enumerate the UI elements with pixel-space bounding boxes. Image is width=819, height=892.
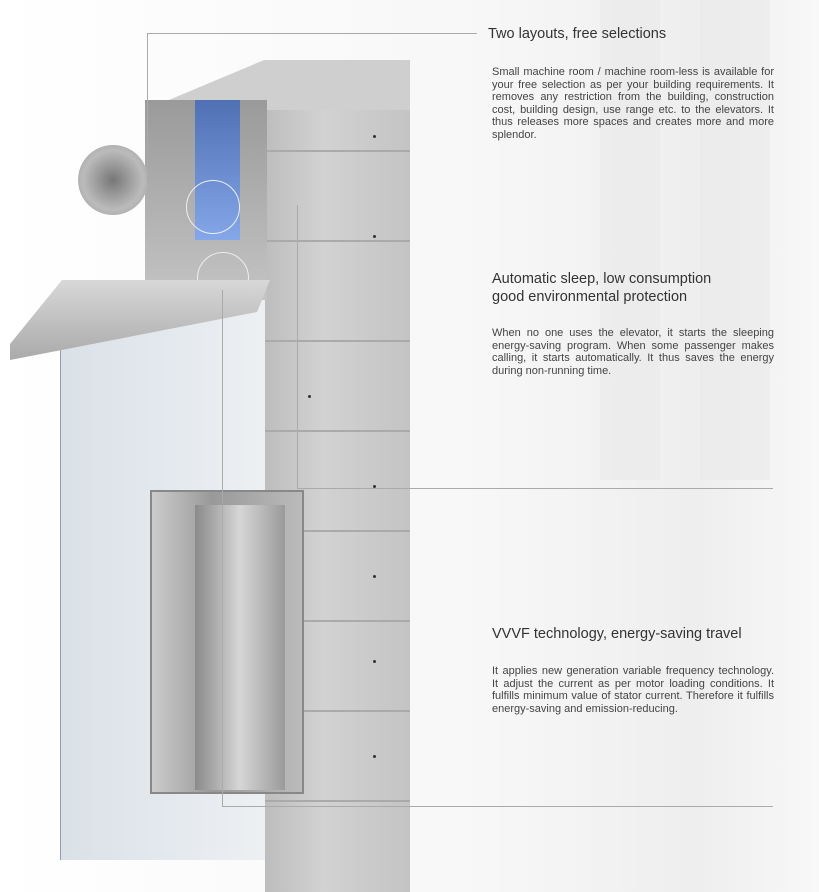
- elevator-door: [195, 505, 285, 790]
- section-layouts: [488, 25, 770, 43]
- callout-line: [222, 290, 223, 807]
- section-sleep: [492, 270, 774, 377]
- section-body: Small machine room / machine room-less is available for your free selection as per your building requirements. It removes any restriction from the building, construction cost, building design, use range etc. to the elevators. It thus releases more spaces and creates more and more splendor.: [492, 66, 774, 141]
- section-title-line2: good environmental protection: [492, 289, 688, 305]
- section-title: Automatic sleep, low consumption: [492, 271, 712, 287]
- section-body: It applies new generation variable frequency technology. It adjust the current as per motor loading conditions. It fulfills minimum value of stator current. Therefore it fulfills energy-saving and emission-reducing.: [492, 665, 774, 715]
- callout-line: [297, 488, 773, 489]
- callout-line: [147, 33, 148, 183]
- section-title: Two layouts, free selections: [488, 26, 667, 42]
- callout-line: [222, 806, 773, 807]
- highlight-circle: [186, 180, 240, 234]
- section-title: VVVF technology, energy-saving travel: [492, 626, 742, 642]
- section-layouts-body: [492, 66, 774, 142]
- section-body: When no one uses the elevator, it starts the sleeping energy-saving program. When some passenger makes calling, it starts automatically. It thus saves the energy during non-running time.: [492, 327, 774, 377]
- callout-line: [297, 205, 298, 489]
- section-vvvf: [492, 625, 774, 715]
- traction-motor: [78, 145, 148, 215]
- callout-line: [147, 33, 477, 34]
